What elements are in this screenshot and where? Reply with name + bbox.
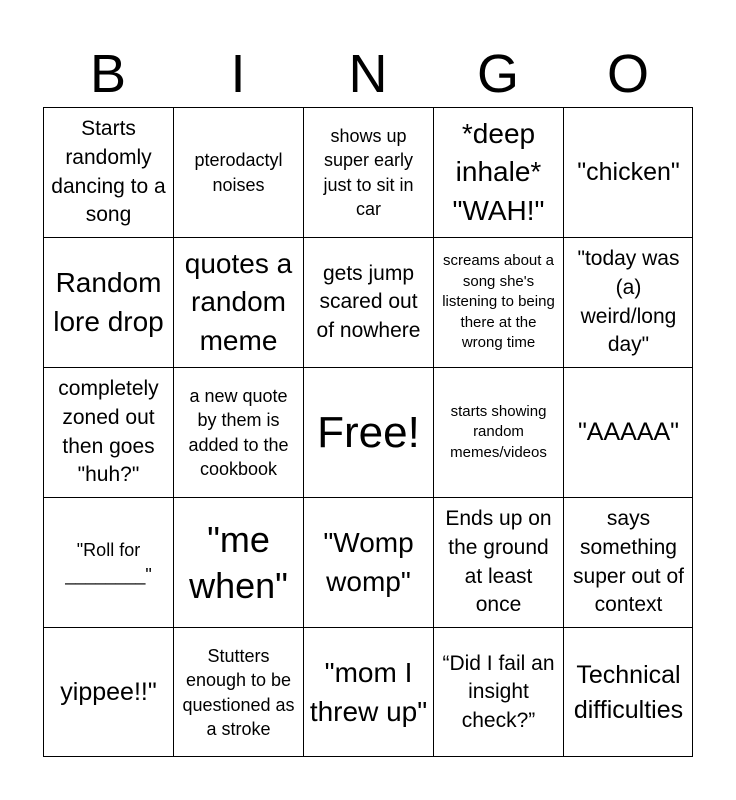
cell-text: starts showing random memes/videos [450,402,547,461]
bingo-cell[interactable] [43,497,173,627]
cell-text: gets jump scared out of nowhere [316,261,421,342]
bingo-cell[interactable] [43,237,173,367]
bingo-cell[interactable] [173,107,303,237]
cell-text: Starts randomly dancing to a song [51,117,166,227]
header-letter-g: G [476,44,519,104]
header-letter-i: I [230,44,246,104]
cell-text: "Roll for ________" [65,540,152,585]
cell-text: Technical difficulties [573,661,684,724]
bingo-cell[interactable] [563,627,693,757]
bingo-cell[interactable] [433,627,563,757]
bingo-cell[interactable] [563,367,693,497]
cell-text: "me when" [189,519,288,606]
bingo-cell[interactable] [43,367,173,497]
cell-text: "mom I threw up" [309,657,428,727]
cell-text: "AAAAA" [577,418,680,447]
bingo-cell[interactable] [173,237,303,367]
header-letter-o: O [606,44,649,104]
bingo-cell[interactable] [173,497,303,627]
bingo-cell[interactable] [303,627,433,757]
cell-text: says something super out of context [573,507,684,617]
cell-text: pterodactyl noises [194,150,283,195]
header-letter-n: N [348,44,388,104]
cell-text: shows up super early just to sit in car [323,125,414,219]
cell-text: quotes a random meme [184,248,293,356]
bingo-cell[interactable] [303,107,433,237]
cell-text: Random lore drop [53,267,164,337]
bingo-cell[interactable] [433,107,563,237]
bingo-header [43,40,693,108]
cell-text: "today was (a) weird/long day" [577,247,680,357]
bingo-cell[interactable] [433,497,563,627]
bingo-cell[interactable] [303,237,433,367]
bingo-cell-free[interactable] [303,367,433,497]
cell-text: completely zoned out then goes "huh?" [58,377,159,487]
cell-text: *deep inhale* "WAH!" [452,118,545,226]
bingo-cell[interactable] [303,497,433,627]
cell-text: screams about a song she's listening to being there at the wrong time [442,252,555,352]
bingo-cell[interactable] [173,627,303,757]
bingo-cell[interactable] [563,107,693,237]
bingo-cell[interactable] [433,237,563,367]
bingo-cell[interactable] [563,237,693,367]
free-space-text: Free! [317,407,420,457]
bingo-cell[interactable] [43,627,173,757]
cell-text: Ends up on the ground at least once [445,507,552,617]
bingo-cell[interactable] [173,367,303,497]
cell-text: “Did I fail an insight check?” [442,651,555,732]
bingo-cell[interactable] [563,497,693,627]
header-letter-b: B [89,44,127,104]
bingo-cell[interactable] [43,107,173,237]
cell-text: yippee!!" [60,678,157,707]
cell-text: "chicken" [577,158,680,187]
cell-text: "Womp womp" [323,527,414,597]
bingo-cell[interactable] [433,367,563,497]
cell-text: Stutters enough to be questioned as a stroke [182,645,295,739]
bingo-board [43,107,693,757]
cell-text: a new quote by them is added to the cookbook [188,385,289,479]
